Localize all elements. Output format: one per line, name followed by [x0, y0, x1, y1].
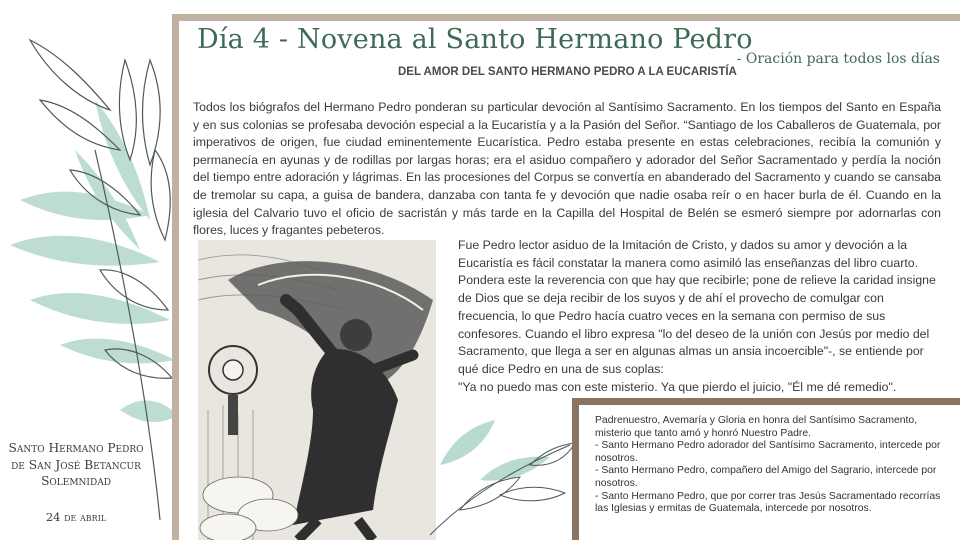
prayer-box [572, 398, 960, 540]
feast-line: Solemnidad [41, 474, 111, 488]
feast-line: de San José Betancur [11, 457, 141, 472]
prayer-tag: - Oración para todos los días [736, 51, 940, 67]
body-paragraph-2 [458, 237, 943, 396]
prayer-line: - Santo Hermano Pedro, compañero del Amigo del Sagrario, intercede por nosotros. [595, 465, 937, 489]
feast-date: 24 de abril [45, 510, 107, 524]
prayer-line: - Santo Hermano Pedro, que por correr tras Jesús Sacramentado recorrías las Iglesias y ermitas de Guatemala, intercede por nosotros. [595, 490, 941, 515]
section-subtitle: DEL AMOR DEL SANTO HERMANO PEDRO A LA EUCARISTÍA [398, 66, 737, 78]
prayer-line: Padrenuestro, Avemaría y Gloria en honra del Santísimo Sacramento, misterio que tanto amó y honró Nuestro Padre. [595, 415, 918, 439]
leaf-decoration-bottom [420, 405, 580, 540]
prayer-line: - Santo Hermano Pedro adorador del Santísimo Sacramento, intercede por nosotros. [595, 440, 941, 464]
page-title: Día 4 - Novena al Santo Hermano Pedro [197, 24, 753, 55]
feast-line: Santo Hermano Pedro [8, 441, 144, 455]
saint-engraving-image [198, 240, 436, 540]
paragraph-2-text: Fue Pedro lector asiduo de la Imitación de Cristo, y dados su amor y devoción a la Eucaristía es fácil constatar la manera como asimiló las enseñanzas del libro cuarto. Pondera este la reverencia con que hay que recibirle; pone de relieve la caridad insigne de Dios que se deja recibir de los suyos y de ahí el provecho de comulgar con frecuencia, lo que Pedro hacía cuatro veces en la semana con permiso de sus confesores. Cuando el libro expresa "lo del deseo de la unión con Jesús por medio del Sacramento, que llega a ser en algunas almas un ansia incoercible"-, se entiende por qué dice Pedro en una de sus coplas: [458, 238, 936, 376]
coplas-quote: "Ya no puedo mas con este misterio. Ya que pierdo el juicio, "Él me dé remedio". [458, 379, 897, 394]
feast-label [0, 440, 152, 490]
body-paragraph-1: Todos los biógrafos del Hermano Pedro ponderan su particular devoción al Santísimo Sacramento. En los tiempos del Santo en España y en sus colonias se profesaba devoción especial a la Eucaristía y a la Pasión del Señor. “Santiago de los Caballeros de Guatemala, por imperativos de origen, fue ciudad eminentemente Eucarística. Pedro estaba presente en estas celebraciones, recibía la comunión y permanecía en ayunas y de rodillas por largas horas; era el asiduo compañero y adorador del Señor Sacramentado y perdía la noción del tiempo entre adoración y lágrimas. En las procesiones del Corpus se convertía en abanderado del Sacramento y cuando se cansaba de tremolar su capa, a guisa de bandera, danzaba con tanta fe y devoción que nadie osaba reír o en hacer burla de él. Cuando en la iglesia del Calvario tuvo el oficio de sacristán y más tarde en la Capilla del Hospital de Belén se esmeró siempre por adornarlas con flores, luces y fragantes pebeteros. [193, 100, 941, 238]
